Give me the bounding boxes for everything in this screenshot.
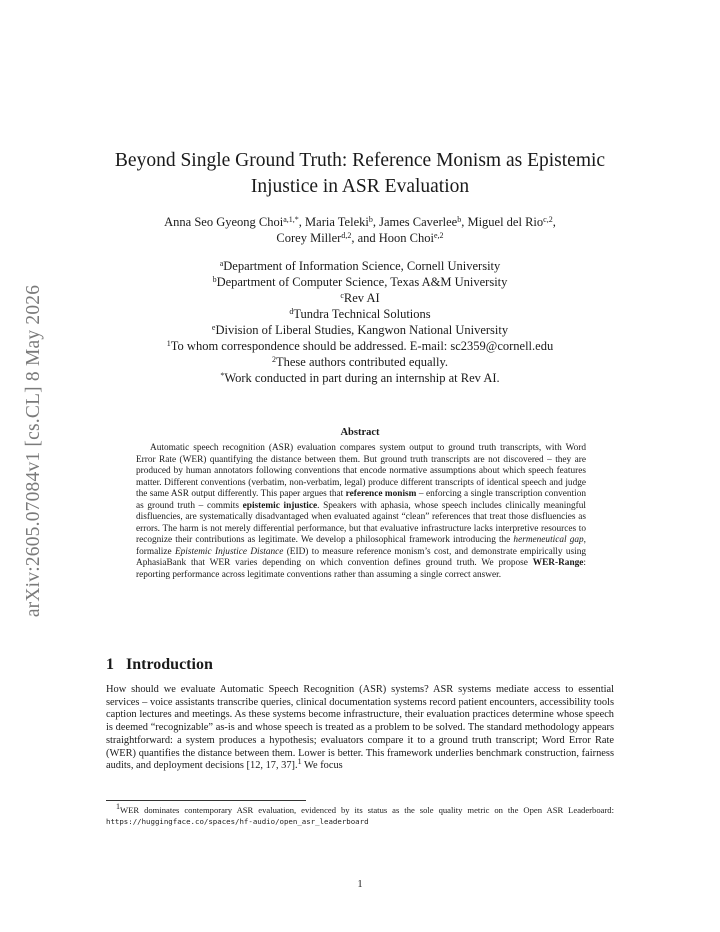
section-number: 1	[106, 656, 114, 673]
author: Corey Miller$^{d,2}$, and	[276, 231, 379, 245]
footnote-url-link[interactable]: https://huggingface.co/spaces/hf-audio/open_asr_leaderboard	[106, 816, 369, 826]
arxiv-identifier[interactable]: arXiv:2605.07084v1 [cs.CL] 8 May 2026	[23, 284, 44, 618]
footnote-marker[interactable]: 1	[297, 757, 302, 767]
equal-contribution-note: $^2$These authors contributed equally.	[271, 355, 449, 369]
author: Miguel del Rio$^{c,2}$,	[467, 215, 556, 229]
title-line-1: Beyond Single Ground Truth: Reference Monism as Epistemic	[114, 150, 606, 171]
abstract-term: hermeneutical gap	[513, 535, 584, 545]
footnote: $^1$WER dominates contemporary ASR evaluation, evidenced by its status as the sole quality metric on the Open ASR Leaderboard: https://huggingface.co/spaces/hf-audio/open_asr_leaderboard	[106, 802, 614, 826]
page-number: 1	[357, 879, 363, 890]
footnote-rule	[106, 800, 306, 801]
author: Maria Teleki$^b$,	[305, 215, 380, 229]
author: Hoon Choi$^{e,2}$	[378, 231, 444, 245]
abstract-term: Epistemic Injustice Distance	[174, 546, 284, 557]
correspondence-note: $^1$To whom correspondence should be addressed. E-mail: sc2359@cornell.edu	[166, 339, 554, 353]
affiliation: $^b$Department of Computer Science, Texas A&M University	[212, 275, 508, 289]
affiliation-list	[100, 258, 620, 386]
author: James Caverlee$^b$,	[379, 215, 468, 229]
intro-paragraph: How should we evaluate Automatic Speech Recognition (ASR) systems? ASR systems mediate access to essential services – voice assistants transcribe queries, clinical documentation systems record patient encounters, accessibility tools caption lectures and meetings. As these systems become infrastructure, their evaluation practices determine whose speech is deemed “recognizable” as-is and whose speech is treated as a problem to be solved. The standard methodology appears straightforward: a system produces a hypothesis; evaluators compare it to a ground truth transcript; Word Error Rate (WER) quantifies the distance between them. Lower is better. This framework underlies benchmark construction, fairness audits, and deployment decisions [12, 17, 37].$^1$ We focus	[106, 684, 614, 772]
abstract-heading: Abstract	[340, 427, 380, 438]
internship-note: *Work conducted in part during an internship at Rev AI.	[220, 371, 500, 385]
title-line-2: Injustice in ASR Evaluation	[250, 176, 470, 197]
abstract-term: reference monism	[345, 489, 417, 499]
section-heading	[106, 656, 213, 674]
affiliation: $^d$Tundra Technical Solutions	[289, 307, 431, 321]
author: Anna Seo Gyeong Choi$^{a,1,*}$,	[164, 215, 306, 229]
author-list	[100, 214, 620, 246]
affiliation: $^c$Rev AI	[340, 291, 380, 305]
affiliation: $^a$Department of Information Science, Cornell University	[219, 259, 501, 273]
abstract-body: Automatic speech recognition (ASR) evaluation compares system output to ground truth transcripts, with Word Error Rate (WER) quantifying the distance between them. But ground truth transcripts are not discovered – they are produced by human annotators following conventions that encode normative assumptions about which speech features matter. Different conventions (verbatim, non-verbatim, legal) produce different transcripts of identical speech and judge the same ASR output differently. This paper argues that reference monism – enforcing a single transcription convention as ground truth – commits epistemic injustice. Speakers with aphasia, whose speech includes clinically meaningful disfluencies, are systematically disadvantaged when evaluated against “clean” references that treat those disfluencies as errors. The harm is not merely differential performance, but that evaluative infrastructure lacks interpretive resources to recognize their contributions as legitimate. We develop a philosophical framework introducing the hermeneutical gap, formalize Epistemic Injustice Distance (EID) to measure reference monism’s cost, and demonstrate empirically using AphasiaBank that WER varies depending on which convention defines ground truth. We propose WER-Range: reporting performance across legitimate conventions rather than assuming a single correct answer.	[136, 443, 587, 580]
abstract-term: WER-Range	[532, 558, 584, 568]
section-title: Introduction	[126, 656, 213, 673]
abstract-term: epistemic injustice	[242, 500, 318, 511]
affiliation: $^e$Division of Liberal Studies, Kangwon National University	[211, 323, 509, 337]
paper-title	[90, 148, 630, 200]
